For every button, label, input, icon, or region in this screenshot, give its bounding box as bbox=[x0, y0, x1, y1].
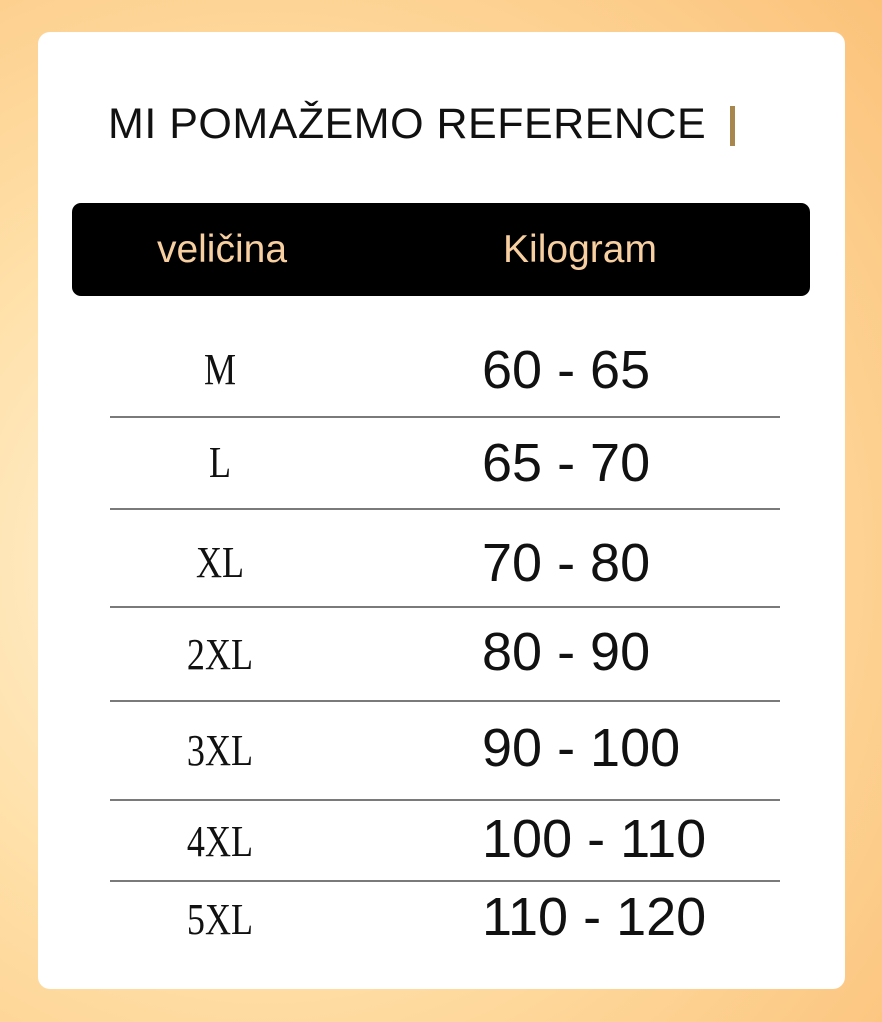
row-kg: 90 - 100 bbox=[482, 718, 681, 778]
row-kg: 60 - 65 bbox=[482, 340, 651, 400]
row-size: 3XL bbox=[186, 726, 254, 775]
row-divider bbox=[110, 606, 780, 608]
row-divider bbox=[110, 416, 780, 418]
row-divider bbox=[110, 700, 780, 702]
row-size: 5XL bbox=[186, 895, 254, 944]
header-size-label: veličina bbox=[156, 228, 288, 271]
header-kg-label: Kilogram bbox=[503, 228, 657, 271]
row-size: 2XL bbox=[186, 630, 254, 679]
row-size: 4XL bbox=[186, 817, 254, 866]
row-size: L bbox=[208, 438, 232, 487]
row-kg: 70 - 80 bbox=[482, 533, 651, 593]
row-divider bbox=[110, 799, 780, 801]
chart-title: MI POMAŽEMO REFERENCE bbox=[108, 100, 707, 148]
size-chart-card bbox=[38, 32, 845, 989]
table-header bbox=[72, 203, 810, 296]
title-accent-bar bbox=[730, 106, 735, 146]
row-kg: 80 - 90 bbox=[482, 622, 651, 682]
row-size: M bbox=[203, 345, 237, 394]
row-kg: 110 - 120 bbox=[482, 887, 707, 947]
row-divider bbox=[110, 508, 780, 510]
row-divider bbox=[110, 880, 780, 882]
row-kg: 65 - 70 bbox=[482, 433, 651, 493]
row-size: XL bbox=[195, 538, 245, 587]
row-kg: 100 - 110 bbox=[482, 809, 707, 869]
